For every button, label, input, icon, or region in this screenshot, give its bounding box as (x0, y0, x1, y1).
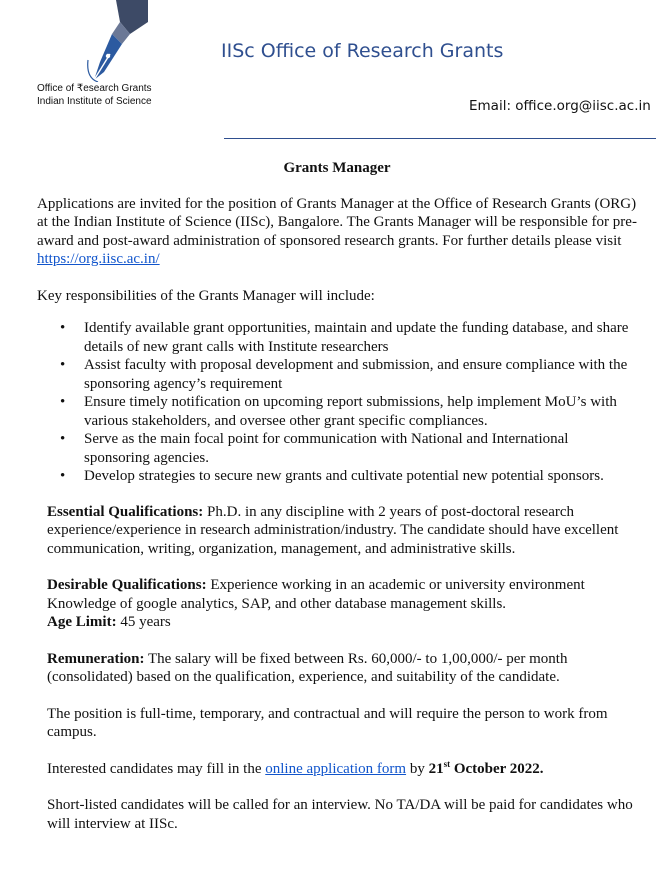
online-application-form-link[interactable]: online application form (265, 760, 407, 777)
deadline-day-suffix: st (443, 758, 451, 769)
remuneration (47, 650, 637, 687)
document-body (37, 154, 637, 851)
remuneration-text: The salary will be fixed between Rs. 60,000/- to 1,00,000/- per month (consolidated) based on the qualification, experience, and suitability of the candidate. (47, 650, 568, 685)
age-text: 45 years (116, 614, 171, 630)
deadline-month-year: October 2022 (450, 760, 540, 777)
deadline-period: . (539, 760, 544, 777)
org-title: IISc Office of Research Grants (221, 40, 504, 62)
list-item: • Assist faculty with proposal development and submission, and ensure compliance with the sponsoring agency’s requirement (84, 356, 637, 393)
responsibilities-list (37, 319, 637, 486)
intro-text: Applications are invited for the position of Grants Manager at the Office of Research Grants (ORG) at the Indian Institute of Science (IISc), Bangalore. The Grants Manager will be responsible for pre-award and post-award administration of sponsored research grants. For further details please visit (37, 195, 637, 249)
list-item: • Ensure timely notification on upcoming report submissions, help implement MoU’s with various stakeholders, and oversee other grant specific compliances. (84, 393, 637, 430)
desirable-label: Desirable Qualifications: (47, 577, 207, 593)
essential-text: Ph.D. in any discipline with 2 years of post-doctoral research experience/experience in research administration/industry. The candidate should have excellent communication, writing, organization, management, and administrative skills. (47, 503, 619, 557)
pen-nib-icon (86, 0, 150, 82)
remuneration-label: Remuneration: (47, 650, 145, 667)
letterhead (0, 0, 656, 145)
logo-caption-line1: Office of ₹esearch Grants (37, 83, 152, 94)
logo-caption (37, 82, 152, 108)
deadline-date (428, 758, 544, 777)
list-item: • Develop strategies to secure new grants and cultivate potential new potential sponsors. (84, 467, 637, 486)
desirable-qualifications (47, 576, 637, 613)
position-paragraph: The position is full-time, temporary, and contractual and will require the person to work from campus. (47, 705, 608, 740)
apply-prefix: Interested candidates may fill in the (47, 760, 266, 777)
list-item: • Identify available grant opportunities, maintain and update the funding database, and share details of new grant calls with Institute researchers (84, 319, 637, 356)
org-website-link[interactable]: https://org.iisc.ac.in/ (37, 251, 160, 267)
responsibilities-heading: Key responsibilities of the Grants Manager will include: (37, 287, 375, 304)
list-item: • Serve as the main focal point for communication with National and International sponsoring agencies. (84, 430, 637, 467)
deadline-day: 21 (428, 760, 444, 777)
apply-middle: by (406, 760, 429, 777)
logo-caption-line2: Indian Institute of Science (37, 96, 152, 107)
apply-paragraph (47, 760, 637, 779)
page-title: Grants Manager (283, 160, 391, 176)
shortlist-paragraph: Short-listed candidates will be called for an interview. No TA/DA will be paid for candidates who will interview at IISc. (47, 797, 633, 832)
essential-qualifications (47, 503, 637, 559)
age-limit (47, 613, 637, 632)
essential-label: Essential Qualifications: (47, 503, 204, 520)
contact-email: Email: office.org@iisc.ac.in (469, 98, 651, 114)
header-divider (224, 138, 656, 139)
age-label: Age Limit: (47, 614, 117, 630)
desirable-text: Experience working in an academic or university environment Knowledge of google analytics, SAP, and other database management skills. (47, 577, 585, 612)
intro-paragraph (37, 195, 637, 269)
